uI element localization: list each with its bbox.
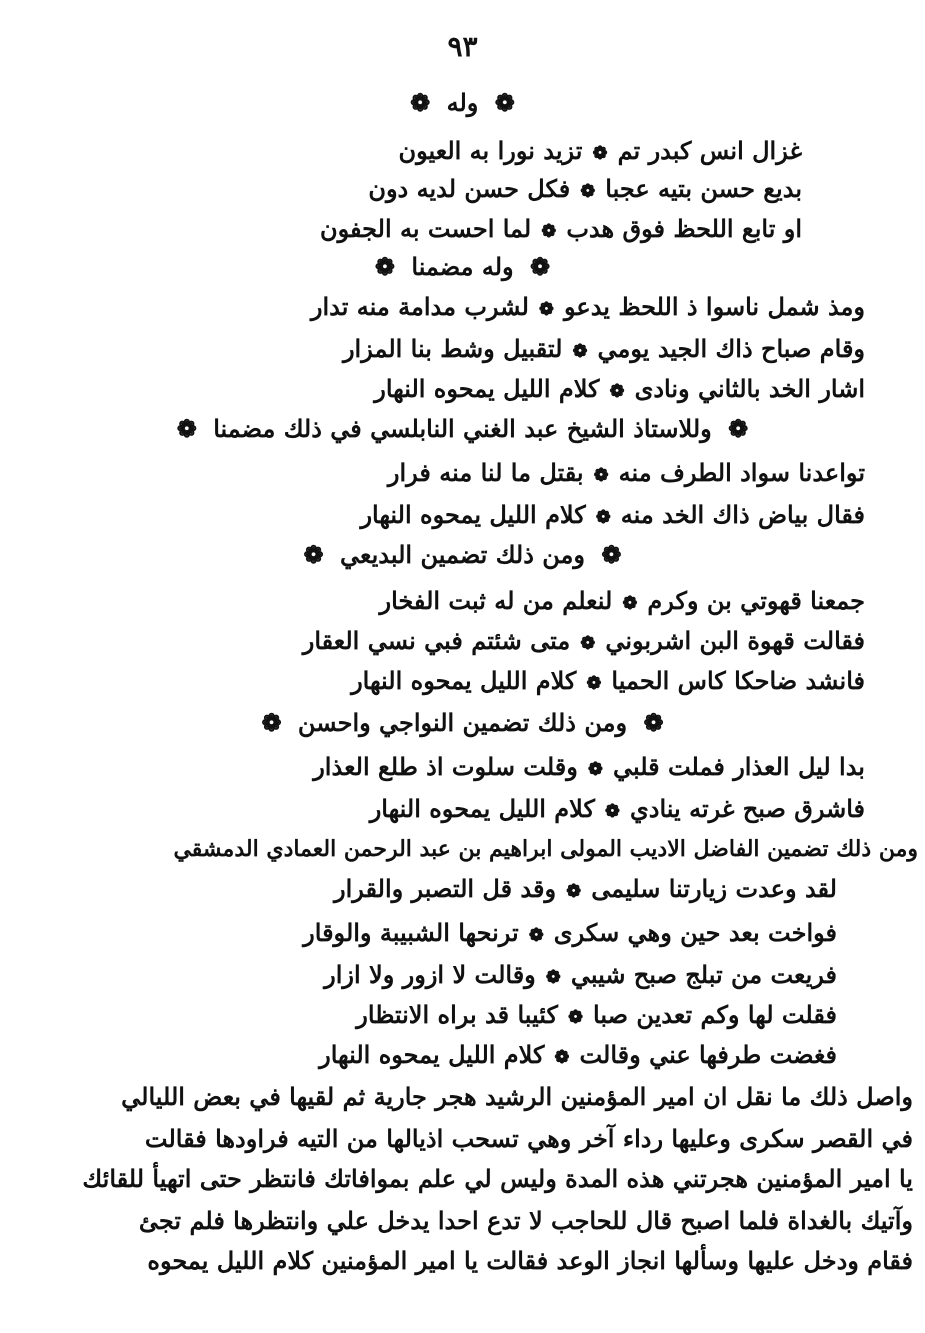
verse-first-hemistich: جمعنا قهوتي بن وكرم	[647, 586, 865, 615]
ornament-icon: ❁	[494, 88, 515, 117]
verse-second-hemistich: متى شئتم فبي نسي العقار	[302, 626, 571, 655]
section-heading	[0, 252, 925, 281]
verse-first-hemistich: وقام صباح ذاك الجيد يومي	[597, 334, 865, 363]
section-heading-text: وللاستاذ الشيخ عبد الغني النابلسي في ذلك مضمنا	[213, 414, 712, 443]
separator-icon: ❁	[567, 1007, 584, 1028]
section-heading-text: ومن ذلك تضمين البديعي	[340, 540, 585, 569]
verse-line	[374, 374, 865, 403]
ornament-icon: ❁	[261, 708, 282, 737]
ornament-icon: ❁	[643, 708, 664, 737]
verse-line	[320, 214, 802, 243]
verse-line	[324, 960, 837, 989]
prose-line: يا امير المؤمنين هجرتني هذه المدة وليس لي علم بموافاتك فانتظر حتى اتهيأ للقائك	[82, 1164, 913, 1193]
verse-first-hemistich: غزال انس كبدر تم	[617, 136, 802, 165]
verse-first-hemistich: فريعت من تبلج صبح شيبي	[570, 960, 837, 989]
verse-second-hemistich: بقتل ما لنا منه فرار	[387, 458, 584, 487]
verse-first-hemistich: او تابع اللحظ فوق هدب	[566, 214, 802, 243]
verse-first-hemistich: لقد وعدت زيارتنا سليمى	[591, 874, 837, 903]
separator-icon: ❁	[592, 143, 608, 164]
section-heading	[0, 88, 925, 117]
verse-line	[313, 752, 865, 781]
verse-first-hemistich: فواخت بعد حين وهي سكرى	[553, 918, 837, 947]
verse-line	[356, 1000, 837, 1029]
separator-icon: ❁	[580, 633, 596, 654]
verse-second-hemistich: لما احست به الجفون	[320, 214, 532, 243]
section-intro: ومن ذلك تضمين الفاضل الاديب المولى ابراهيم بن عبد الرحمن العمادي الدمشقي	[173, 836, 918, 862]
section-heading	[0, 708, 925, 737]
verse-line	[311, 292, 865, 321]
verse-first-hemistich: فقالت قهوة البن اشربوني	[605, 626, 865, 655]
separator-icon: ❁	[580, 181, 596, 202]
ornament-icon: ❁	[601, 540, 622, 569]
prose-line: في القصر سكرى وعليها رداء آخر وهي تسحب اذيالها من التيه فراودها فقالت	[144, 1124, 913, 1153]
separator-icon: ❁	[528, 925, 544, 946]
verse-second-hemistich: وقالت لا ازور ولا ازار	[324, 960, 536, 989]
verse-first-hemistich: اشار الخد بالثاني ونادى	[634, 374, 865, 403]
separator-icon: ❁	[595, 507, 611, 528]
prose-line: واصل ذلك ما نقل ان امير المؤمنين الرشيد هجر جارية ثم لقيها في بعض الليالي	[121, 1082, 913, 1111]
verse-line	[380, 586, 865, 615]
verse-first-hemistich: تواعدنا سواد الطرف منه	[618, 458, 865, 487]
verse-second-hemistich: ترنحها الشبيبة والوقار	[303, 918, 519, 947]
separator-icon: ❁	[538, 299, 554, 320]
ornament-icon: ❁	[728, 414, 749, 443]
verse-first-hemistich: فقلت لها وكم تعدين صبا	[593, 1000, 837, 1029]
ornament-icon: ❁	[374, 252, 396, 281]
prose-line: فقام ودخل عليها وسألها انجاز الوعد فقالت يا امير المؤمنين كلام الليل يمحوه	[147, 1246, 913, 1275]
separator-icon: ❁	[587, 759, 603, 780]
verse-first-hemistich: بدا ليل العذار فملت قلبي	[612, 752, 865, 781]
ornament-icon: ❁	[176, 414, 197, 443]
verse-line	[334, 874, 837, 903]
verse-second-hemistich: كلام الليل يمحوه النهار	[369, 794, 595, 823]
verse-second-hemistich: فكل حسن لديه دون	[368, 174, 571, 203]
separator-icon: ❁	[554, 1047, 570, 1068]
verse-second-hemistich: كلام الليل يمحوه النهار	[351, 666, 577, 695]
verse-second-hemistich: كلام الليل يمحوه النهار	[319, 1040, 545, 1069]
verse-line	[319, 1040, 837, 1069]
verse-second-hemistich: لتقبيل وشط بنا المزار	[342, 334, 563, 363]
verse-second-hemistich: كلام الليل يمحوه النهار	[374, 374, 600, 403]
verse-second-hemistich: تزيد نورا به العيون	[398, 136, 583, 165]
section-heading-text: وله	[446, 88, 479, 117]
ornament-icon: ❁	[529, 252, 551, 281]
ornament-icon: ❁	[410, 88, 431, 117]
separator-icon: ❁	[609, 381, 625, 402]
separator-icon: ❁	[604, 801, 621, 822]
verse-second-hemistich: كلام الليل يمحوه النهار	[360, 500, 586, 529]
section-heading-text: وله مضمنا	[411, 252, 514, 281]
separator-icon: ❁	[593, 465, 609, 486]
verse-second-hemistich: كئيبا قد براه الانتظار	[356, 1000, 558, 1029]
verse-first-hemistich: ومذ شمل ناسوا ذ اللحظ يدعو	[563, 292, 865, 321]
section-heading-text: ومن ذلك تضمين النواجي واحسن	[297, 708, 628, 737]
verse-line	[303, 626, 865, 655]
verse-line	[388, 458, 865, 487]
separator-icon: ❁	[572, 341, 588, 362]
separator-icon: ❁	[586, 673, 602, 694]
ornament-icon: ❁	[303, 540, 324, 569]
section-heading	[0, 414, 925, 443]
verse-line	[303, 918, 837, 947]
separator-icon: ❁	[545, 967, 561, 988]
prose-line: وآتيك بالغداة فلما اصبح قال للحاجب لا تدع احدا يدخل علي وانتظرها فلم تجئ	[138, 1206, 913, 1235]
verse-first-hemistich: فقال بياض ذاك الخد منه	[620, 500, 865, 529]
verse-line	[360, 500, 865, 529]
verse-second-hemistich: وقد قل التصبر والقرار	[333, 874, 557, 903]
separator-icon: ❁	[566, 881, 582, 902]
verse-first-hemistich: فاشرق صبح غرته ينادي	[630, 794, 865, 823]
section-heading	[0, 540, 925, 569]
verse-line	[351, 666, 865, 695]
verse-first-hemistich: فانشد ضاحكا كاس الحميا	[611, 666, 865, 695]
verse-line	[399, 136, 803, 165]
verse-line	[368, 174, 802, 203]
verse-first-hemistich: بديع حسن بتيه عجبا	[605, 174, 802, 203]
verse-second-hemistich: وقلت سلوت اذ طلع العذار	[313, 752, 578, 781]
verse-second-hemistich: لنعلم من له ثبت الفخار	[379, 586, 613, 615]
verse-line	[370, 794, 865, 823]
verse-line	[343, 334, 865, 363]
page-number: ٩٣	[447, 30, 478, 63]
separator-icon: ❁	[541, 221, 557, 242]
separator-icon: ❁	[622, 593, 638, 614]
verse-second-hemistich: لشرب مدامة منه تدار	[310, 292, 529, 321]
verse-first-hemistich: فغضت طرفها عني وقالت	[579, 1040, 837, 1069]
